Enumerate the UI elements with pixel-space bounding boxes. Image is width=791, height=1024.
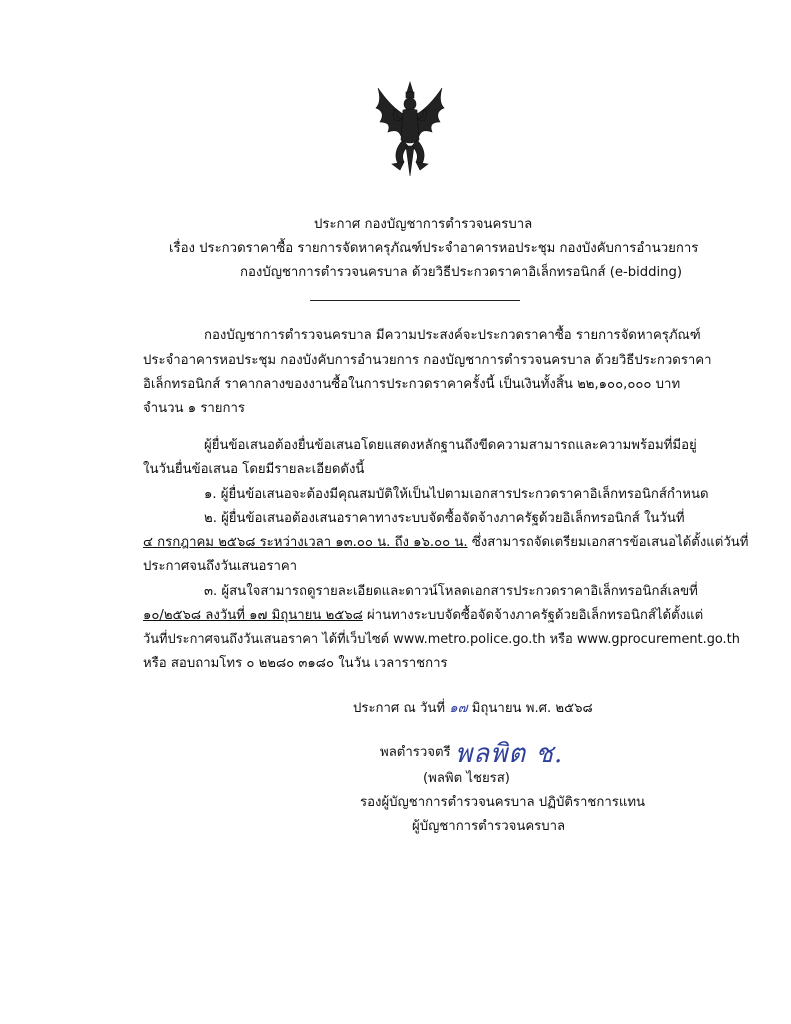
subject-line-2: กองบัญชาการตำรวจนครบาล ด้วยวิธีประกวดราคาอิเล็กทรอนิกส์ (e-bidding)	[240, 265, 683, 280]
paragraph-1-line-4: จำนวน ๑ รายการ	[143, 401, 246, 416]
subject-line: เรื่อง ประกวดราคาซื้อ รายการจัดหาครุภัณฑ์ประจำอาคารหอประชุม กองบังคับการอำนวยการ	[169, 241, 699, 256]
document-no-underlined: ๑๐/๒๕๖๘ ลงวันที่ ๑๗ มิถุนายน ๒๕๖๘	[143, 608, 363, 623]
bid-date-underlined: ๔ กรกฎาคม ๒๕๖๘ ระหว่างเวลา ๑๓.๐๐ น. ถึง ๑๖.๐๐ น.	[143, 535, 468, 550]
paragraph-2-line-1: ผู้ยื่นข้อเสนอต้องยื่นข้อเสนอโดยแสดงหลักฐานถึงขีดความสามารถและความพร้อมที่มีอยู่	[204, 438, 697, 453]
signature-handwriting: พลพิต ช.	[455, 739, 564, 769]
item-3-line-2	[143, 604, 703, 625]
date-day-handwritten: ๑๗	[449, 701, 468, 716]
paragraph-1-line-2: ประจำอาคารหอประชุม กองบังคับการอำนวยการ กองบัญชาการตำรวจนครบาล ด้วยวิธีประกวดราคา	[143, 353, 712, 368]
divider	[310, 300, 520, 301]
item-2-line-2	[143, 531, 748, 552]
item-3-line-2-rest: ผ่านทางระบบจัดซื้อจัดจ้างภาครัฐด้วยอิเล็กทรอนิกส์ได้ตั้งแต่	[362, 608, 704, 623]
announcement-title: ประกาศ กองบัญชาการตำรวจนครบาล	[314, 217, 533, 232]
item-2-line-1: ๒. ผู้ยื่นข้อเสนอต้องเสนอราคาทางระบบจัดซื้อจัดจ้างภาครัฐด้วยอิเล็กทรอนิกส์ ในวันที่	[204, 511, 685, 526]
item-1: ๑. ผู้ยื่นข้อเสนอจะต้องมีคุณสมบัติให้เป็นไปตามเอกสารประกวดราคาอิเล็กทรอนิกส์กำหนด	[204, 487, 709, 502]
signer-rank: พลตำรวจตรี	[380, 745, 451, 760]
announcement-date	[353, 697, 593, 718]
item-3-line-3: วันที่ประกาศจนถึงวันเสนอราคา ได้ที่เว็บไซต์ www.metro.police.go.th หรือ www.gprocurement.go.th	[143, 632, 740, 647]
paragraph-1-line-3: อิเล็กทรอนิกส์ ราคากลางของงานซื้อในการประกวดราคาครั้งนี้ เป็นเงินทั้งสิ้น ๒๒,๑๐๐,๐๐๐ บาท	[143, 377, 681, 392]
signer-name: (พลพิต ไชยรส)	[423, 771, 510, 786]
date-suffix: มิถุนายน พ.ศ. ๒๕๖๘	[471, 701, 593, 716]
signer-position-2: ผู้บัญชาการตำรวจนครบาล	[412, 819, 566, 834]
item-2-line-2-rest: ซึ่งสามารถจัดเตรียมเอกสารข้อเสนอได้ตั้งแต่วันที่	[467, 535, 749, 550]
item-2-line-3: ประกาศจนถึงวันเสนอราคา	[143, 559, 298, 574]
garuda-emblem-icon	[370, 80, 450, 180]
item-3-line-4: หรือ สอบถามโทร ๐ ๒๒๘๐ ๓๑๘๐ ในวัน เวลาราชการ	[143, 656, 448, 671]
date-prefix: ประกาศ ณ วันที่	[353, 701, 446, 716]
item-3-line-1: ๓. ผู้สนใจสามารถดูรายละเอียดและดาวน์โหลดเอกสารประกวดราคาอิเล็กทรอนิกส์เลขที่	[204, 584, 698, 599]
paragraph-2-line-2: ในวันยื่นข้อเสนอ โดยมีรายละเอียดดังนี้	[143, 462, 365, 477]
signer-position-1: รองผู้บัญชาการตำรวจนครบาล ปฏิบัติราชการแทน	[360, 795, 646, 810]
paragraph-1-line-1: กองบัญชาการตำรวจนครบาล มีความประสงค์จะประกวดราคาซื้อ รายการจัดหาครุภัณฑ์	[204, 328, 701, 343]
